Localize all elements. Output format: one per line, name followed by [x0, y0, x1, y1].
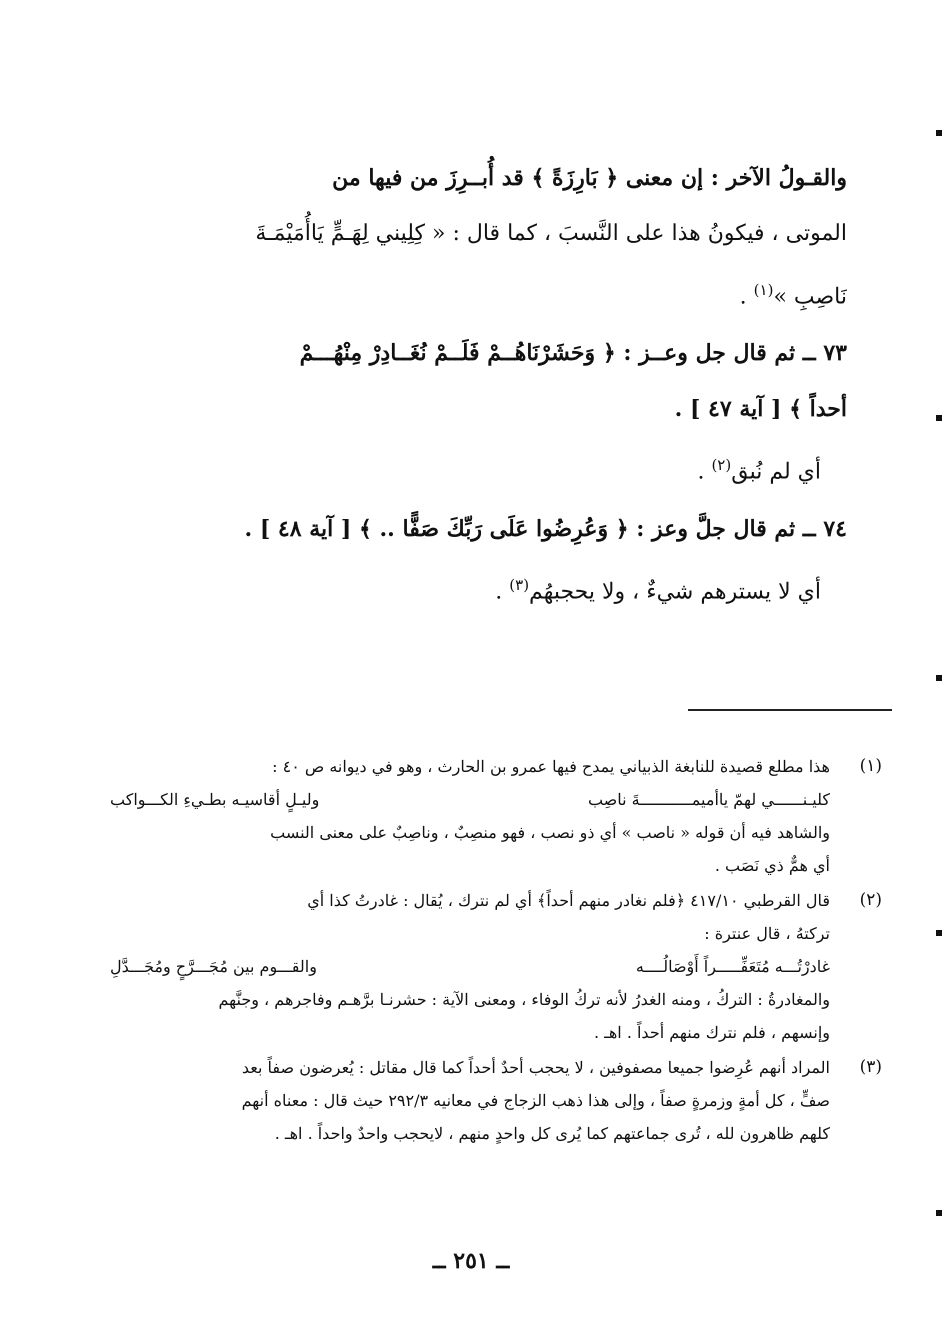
verse-73-gloss [110, 437, 847, 500]
main-text [110, 150, 847, 620]
footnote-1-line3: والشاهد فيه أن قوله « ناصب » أي ذو نصب ، فهو منصِبٌ ، وناصِبٌ على معنى النسب [270, 823, 830, 842]
footnote-2-verse [110, 950, 830, 983]
p1-line3-text: نَاصِبِ » [773, 284, 847, 310]
footnote-2-number: (٢) [859, 890, 882, 910]
verse-73-line2: أحداً ﴾ [ آية ٤٧ ] . [674, 396, 847, 423]
verse-73-gloss-end: . [697, 459, 712, 485]
p1-line1: والقـولُ الآخر : إن معنى ﴿ بَارِزَةً ﴾ قد أُبــرِزَ من فيها من [332, 165, 847, 191]
p1-line3-end: . [739, 284, 754, 310]
footnote-ref-3[interactable]: (٣) [509, 575, 530, 594]
verse-74-gloss-text: أي لا يسترهم شيءٌ ، ولا يحجبهُم [529, 578, 821, 604]
footnote-3-number: (٣) [859, 1057, 882, 1077]
footnote-1-verse-first-hemistich: كليـنــــــي لهمّ ياأميمـــــــــــةَ ناصِب [587, 790, 830, 809]
footnote-separator [688, 709, 892, 711]
p1-line2: الموتى ، فيكونُ هذا على النَّسبَ ، كما قال : « كِلِيني لِهَـمٍّ يَاأُمَيْمَـةَ [255, 221, 847, 246]
footnote-3 [110, 1051, 882, 1150]
footnote-1-line4: أي همٌّ ذي نَصَب . [714, 856, 830, 875]
verse-74-gloss-end: . [495, 578, 510, 604]
scan-edge-mark [936, 130, 942, 136]
footnote-2-line4: والمغادرةُ : التركُ ، ومنه الغدرُ لأنه تركُ الوفاء ، ومعنى الآية : حشرنـا برَّهـم وفاجرهم ، وجنَّهم [218, 990, 830, 1009]
scan-edge-mark [936, 1210, 942, 1216]
p1-line3 [110, 262, 847, 325]
footnotes [110, 750, 882, 1152]
footnote-2-verse-first-hemistich: غادرْتُـــه مُتَعَفِّـــــراً أَوْصَالُــــه [635, 957, 830, 976]
footnote-1-line1: هذا مطلع قصيدة للنابغة الذبياني يمدح فيها عمرو بن الحارث ، وهو في ديوانه ص ٤٠ : [272, 757, 830, 776]
verse-74-gloss [110, 557, 847, 620]
footnote-3-line3: كلهم ظاهرون لله ، تُرى جماعتهم كما يُرى كل واحدٍ منهم ، لايحجب واحدٌ واحداً . اهـ . [274, 1124, 830, 1143]
footnote-1-verse [110, 783, 830, 816]
footnote-3-line2: صفٍّ ، كل أمةٍ وزمرةٍ صفاً ، وإلى هذا ذهب الزجاج في معانيه ٢٩٢/٣ حيث قال : معناه أنهم [241, 1091, 830, 1110]
footnote-1-number: (١) [859, 756, 882, 776]
footnote-2-line2: تركتهُ ، قال عنترة : [704, 924, 830, 943]
footnote-1 [110, 750, 882, 882]
verse-74-line1: ٧٤ ــ ثم قال جلَّ وعز : ﴿ وَعُرِضُوا عَلَى رَبِّكَ صَفًّا .. ﴾ [ آية ٤٨ ] . [244, 515, 847, 542]
footnote-2-verse-second-hemistich: والقـــوم بين مُجَـــرَّحٍ ومُجَـــدَّلِ [110, 957, 317, 976]
footnote-2-line5: وإنسهم ، فلم نترك منهم أحداً . اهـ . [593, 1023, 830, 1042]
footnote-3-line1: المراد أنهم عُرِضوا جميعا مصفوفين ، لا يحجب أحدٌ أحداً كما قال مقاتل : يُعرضون صفاً بعد [241, 1058, 830, 1077]
scan-edge-mark [936, 675, 942, 681]
verse-73-line1: ٧٣ ــ ثم قال جل وعــز : ﴿ وَحَشَرْنَاهُــمْ فَلَــمْ نُغَــادِرْ مِنْهُـــمْ [299, 340, 847, 367]
verse-73-gloss-text: أي لم نُبق [731, 459, 821, 485]
scan-edge-mark [936, 930, 942, 936]
footnote-2 [110, 884, 882, 1049]
footnote-ref-1[interactable]: (١) [753, 281, 774, 299]
footnote-2-line1: قال القرطبي ٤١٧/١٠ ﴿فلم نغادر منهم أحداً﴾ أي لم نترك ، يُقال : غادرتُ كذا أي [307, 891, 830, 910]
footnote-1-verse-second-hemistich: وليـلٍ أقاسيـه بطـيءِ الكـــواكب [110, 790, 320, 809]
page-number: ــ ٢٥١ ــ [432, 1248, 510, 1274]
footnote-ref-2[interactable]: (٢) [711, 456, 732, 475]
scan-edge-mark [936, 415, 942, 421]
